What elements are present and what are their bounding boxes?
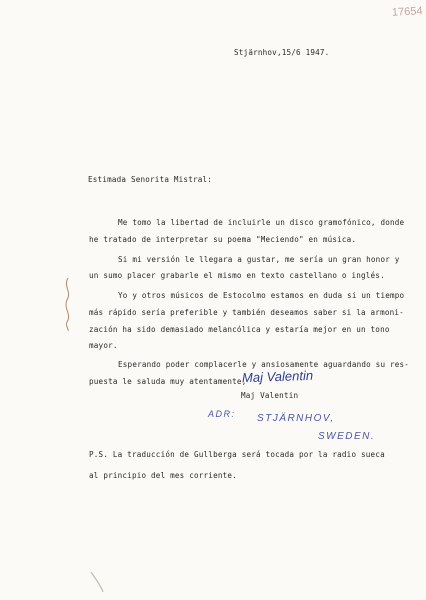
body-line: más rápido sería preferible y también deseamos saber si la armoni- — [89, 308, 404, 317]
salutation: Estimada Senorita Mistral: — [88, 175, 213, 184]
address-stamp-label: ADR: — [208, 409, 236, 419]
postscript-line: al principio del mes corriente. — [89, 471, 237, 480]
body-line: he tratado de interpretar su poema "Meciendo" en música. — [89, 235, 357, 244]
corner-hole-mark — [88, 570, 106, 594]
body-line: un sumo placer grabarle el mismo en texto castellano o inglés. — [89, 271, 385, 280]
place-date: Stjärnhov,15/6 1947. — [234, 48, 330, 57]
address-stamp-place: STJÄRNHOV, — [257, 413, 335, 424]
body-line: Yo y otros músicos de Estocolmo estamos en duda si un tiempo — [118, 291, 405, 300]
archive-number: 17654 — [391, 5, 423, 19]
margin-pencil-mark — [60, 276, 76, 332]
postscript-line: P.S. La traducción de Gullberga será tocada por la radio sueca — [89, 450, 385, 459]
body-line: Me tomo la libertad de incluirle un disco gramofónico, donde — [118, 218, 405, 227]
body-line: zación ha sido demasiado melancólica y estaría mejor en un tono — [89, 325, 390, 334]
body-line: Esperando poder complacerle y ansiosamente aguardando su res- — [118, 360, 410, 369]
typed-signature: Maj Valentin — [241, 391, 299, 400]
body-line: puesta le saluda muy atentamente, — [89, 377, 247, 386]
body-line: Si mi versión le llegara a gustar, me sería un gran honor y — [118, 255, 400, 264]
address-stamp-country: SWEDEN. — [318, 431, 376, 442]
handwritten-signature: Maj Valentin — [241, 367, 314, 386]
body-line: mayor. — [89, 341, 118, 350]
